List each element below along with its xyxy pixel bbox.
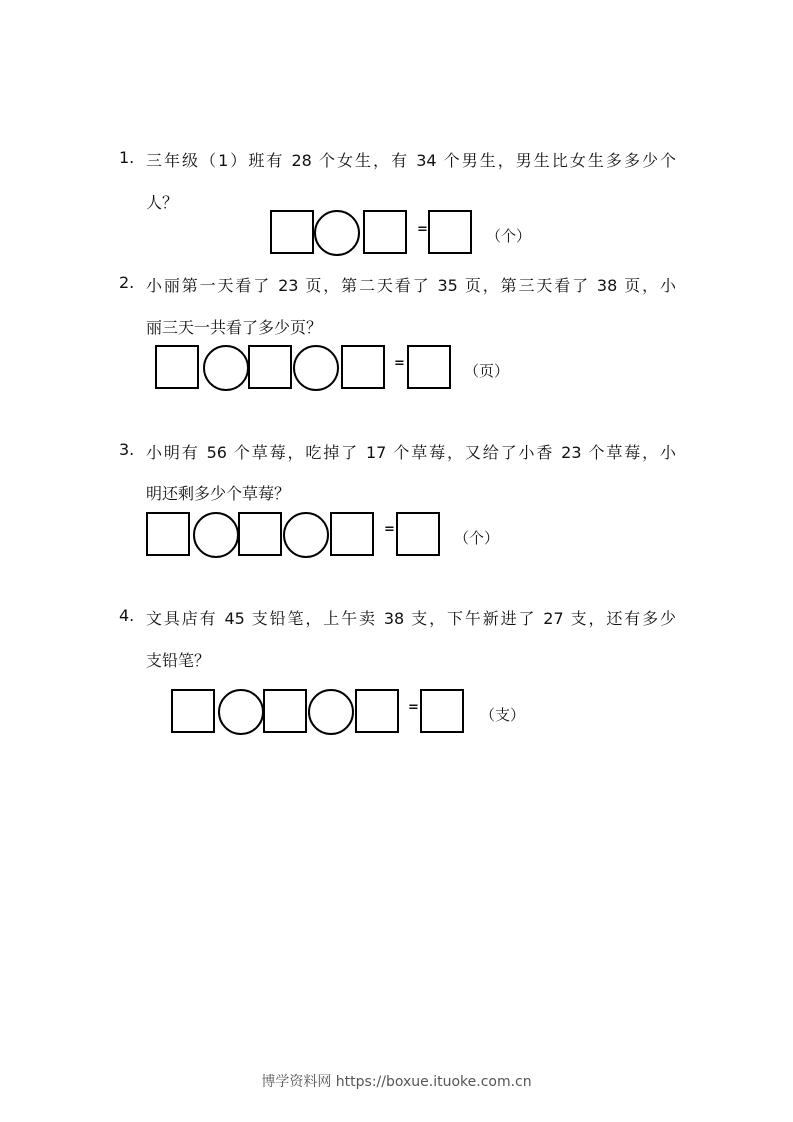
question-number: 2. — [119, 273, 135, 292]
result-box[interactable] — [407, 345, 451, 389]
operator-circle[interactable] — [293, 345, 339, 391]
question-text: 小明有 56 个草莓，吃掉了 17 个草莓，又给了小香 23 个草莓，小 — [146, 443, 676, 462]
equals-sign: = — [408, 700, 419, 715]
equals-sign: = — [417, 222, 428, 237]
result-box[interactable] — [420, 689, 464, 733]
question-number: 3. — [119, 440, 135, 459]
operator-circle[interactable] — [193, 512, 239, 558]
unit-label: （页） — [464, 362, 510, 380]
answer-box[interactable] — [171, 689, 215, 733]
question-number: 4. — [119, 606, 135, 625]
operator-circle[interactable] — [218, 689, 264, 735]
operator-circle[interactable] — [283, 512, 329, 558]
question-text: 人？ — [146, 193, 179, 212]
question-text: 小丽第一天看了 23 页，第二天看了 35 页，第三天看了 38 页，小 — [146, 276, 676, 295]
answer-box[interactable] — [270, 210, 314, 254]
answer-box[interactable] — [363, 210, 407, 254]
operator-circle[interactable] — [314, 210, 360, 256]
answer-box[interactable] — [155, 345, 199, 389]
equals-sign: = — [394, 356, 405, 371]
unit-label: （个） — [454, 529, 500, 547]
answer-box[interactable] — [146, 512, 190, 556]
answer-box[interactable] — [248, 345, 292, 389]
unit-label: （支） — [480, 706, 526, 724]
question-number: 1. — [119, 148, 135, 167]
operator-circle[interactable] — [308, 689, 354, 735]
question-text: 三年级（1）班有 28 个女生，有 34 个男生，男生比女生多多少个 — [146, 151, 676, 170]
footer-watermark: 博学资料网 https://boxue.ituoke.com.cn — [261, 1074, 532, 1090]
question-text: 文具店有 45 支铅笔，上午卖 38 支，下午新进了 27 支，还有多少 — [146, 609, 676, 628]
equals-sign: = — [384, 522, 395, 537]
question-text: 明还剩多少个草莓？ — [146, 484, 291, 503]
operator-circle[interactable] — [203, 345, 249, 391]
result-box[interactable] — [396, 512, 440, 556]
answer-box[interactable] — [238, 512, 282, 556]
question-text: 丽三天一共看了多少页？ — [146, 318, 323, 337]
unit-label: （个） — [486, 227, 532, 245]
answer-box[interactable] — [355, 689, 399, 733]
question-text: 支铅笔？ — [146, 651, 211, 670]
answer-box[interactable] — [263, 689, 307, 733]
answer-box[interactable] — [330, 512, 374, 556]
result-box[interactable] — [428, 210, 472, 254]
answer-box[interactable] — [341, 345, 385, 389]
